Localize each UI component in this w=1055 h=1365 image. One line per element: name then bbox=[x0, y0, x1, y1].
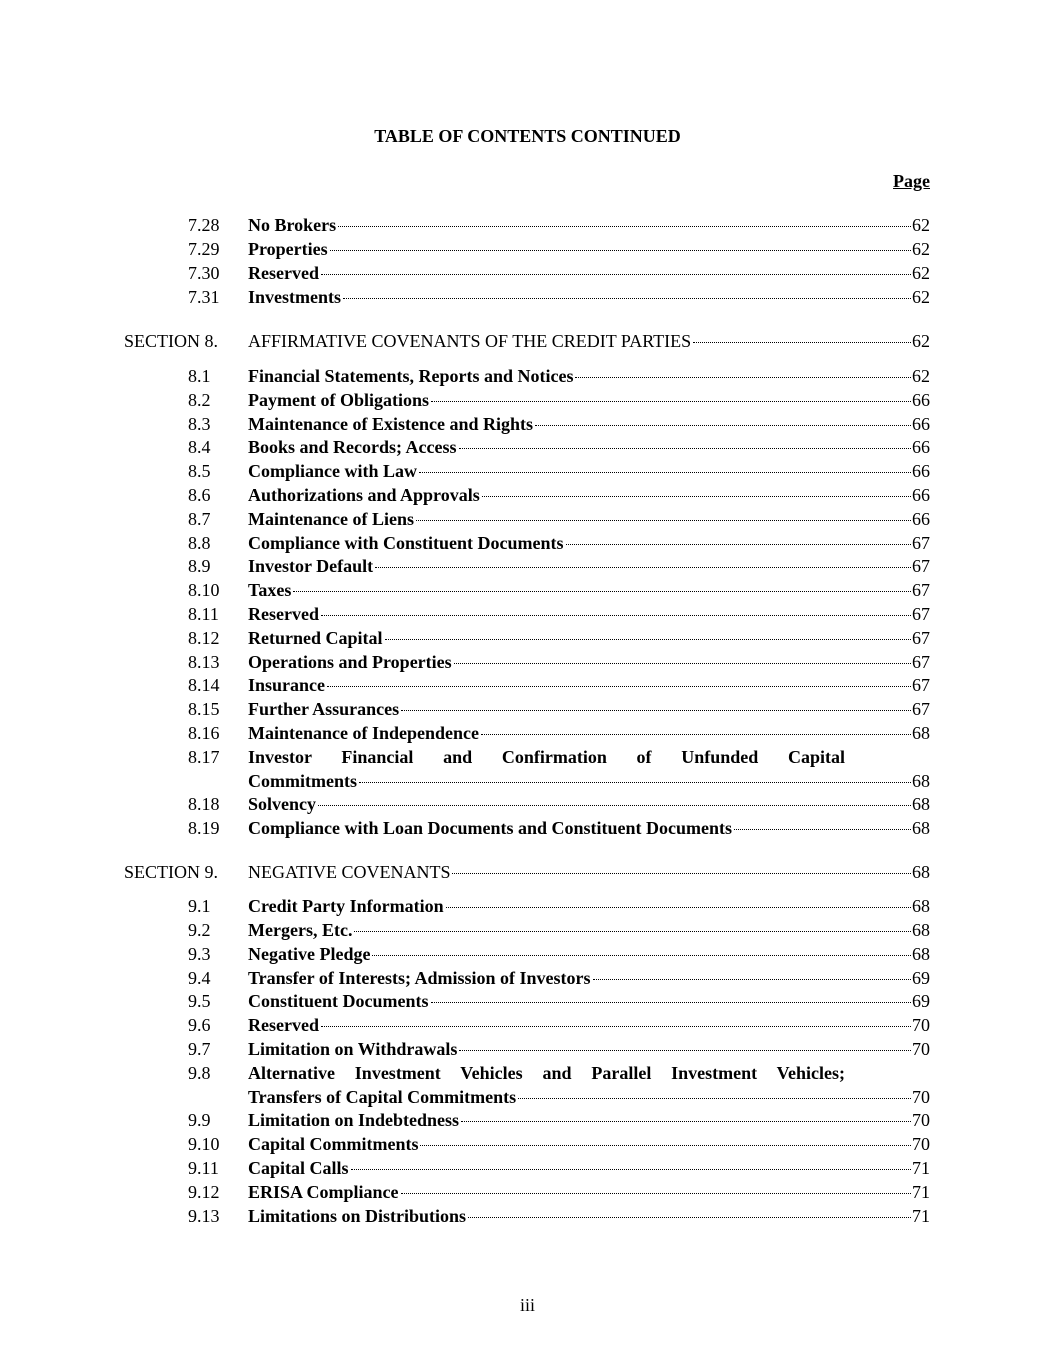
toc-entry-number: 8.14 bbox=[188, 675, 220, 695]
toc-entry-title: Maintenance of Existence and Rights bbox=[248, 414, 533, 434]
dot-leader bbox=[566, 544, 911, 545]
toc-entry-page: 62 bbox=[912, 263, 930, 283]
toc-entry-page: 71 bbox=[912, 1206, 930, 1226]
toc-entry-page: 68 bbox=[912, 723, 930, 743]
toc-entry[interactable] bbox=[0, 1108, 1055, 1132]
toc-entry-title: Investor Default bbox=[248, 556, 374, 576]
toc-entry-title: Further Assurances bbox=[248, 699, 400, 719]
toc-entry[interactable] bbox=[0, 966, 1055, 990]
toc-entry-number: 8.15 bbox=[188, 699, 220, 719]
toc-entry[interactable] bbox=[0, 1061, 1055, 1109]
toc-entry-number: 8.10 bbox=[188, 580, 220, 600]
dot-leader bbox=[338, 226, 911, 227]
toc-entry-number: 9.7 bbox=[188, 1039, 211, 1059]
toc-entry-page: 67 bbox=[912, 675, 930, 695]
toc-entry-page: 66 bbox=[912, 437, 930, 457]
toc-entry[interactable] bbox=[0, 388, 1055, 412]
toc-entry[interactable] bbox=[0, 285, 1055, 309]
toc-entry[interactable] bbox=[0, 261, 1055, 285]
dot-leader bbox=[431, 1002, 911, 1003]
dot-leader bbox=[343, 298, 911, 299]
toc-entry-title: Maintenance of Liens bbox=[248, 509, 414, 529]
toc-entry-title: Limitation on Indebtedness bbox=[248, 1110, 460, 1130]
dot-leader bbox=[327, 686, 911, 687]
toc-entry[interactable] bbox=[0, 1180, 1055, 1204]
dot-leader bbox=[354, 931, 911, 932]
toc-entry-number: 7.31 bbox=[188, 287, 220, 307]
toc-entry-page: 67 bbox=[912, 699, 930, 719]
toc-entry-page: 68 bbox=[912, 771, 930, 791]
dot-leader bbox=[293, 591, 911, 592]
toc-entry[interactable] bbox=[0, 942, 1055, 966]
toc-entry-number: 8.13 bbox=[188, 652, 220, 672]
dot-leader bbox=[535, 425, 911, 426]
toc-entry[interactable] bbox=[0, 816, 1055, 840]
toc-entry[interactable] bbox=[0, 602, 1055, 626]
toc-entry-number: 8.5 bbox=[188, 461, 211, 481]
toc-entry[interactable] bbox=[0, 626, 1055, 650]
toc-entry-title: No Brokers bbox=[248, 215, 337, 235]
toc-section-heading[interactable] bbox=[0, 860, 1055, 884]
dot-leader bbox=[372, 955, 911, 956]
toc-entry-page: 68 bbox=[912, 896, 930, 916]
toc-entry-number: 9.13 bbox=[188, 1206, 220, 1226]
toc-entry-number: 8.8 bbox=[188, 533, 211, 553]
toc-entry[interactable] bbox=[0, 1204, 1055, 1228]
toc-entry-number: 8.9 bbox=[188, 556, 211, 576]
toc-entry-title: Solvency bbox=[248, 794, 317, 814]
dot-leader bbox=[593, 979, 912, 980]
dot-leader bbox=[385, 639, 912, 640]
toc-entry-number: 9.11 bbox=[188, 1158, 219, 1178]
toc-entry-title: Mergers, Etc. bbox=[248, 920, 353, 940]
toc-section-title: NEGATIVE COVENANTS bbox=[248, 862, 451, 882]
toc-entry-number: 9.5 bbox=[188, 991, 211, 1011]
toc-entry-number: 9.1 bbox=[188, 896, 211, 916]
toc-entry-title-line1: Investor Financial and Confirmation of Unfunded Capital bbox=[248, 747, 845, 767]
toc-entry-page: 67 bbox=[912, 533, 930, 553]
toc-entry-page: 66 bbox=[912, 461, 930, 481]
toc-entry[interactable] bbox=[0, 894, 1055, 918]
dot-leader bbox=[461, 1121, 911, 1122]
toc-section-heading[interactable] bbox=[0, 329, 1055, 353]
dot-leader bbox=[321, 274, 911, 275]
toc-entry[interactable] bbox=[0, 554, 1055, 578]
toc-entry-title: Books and Records; Access bbox=[248, 437, 457, 457]
toc-entry-page: 67 bbox=[912, 580, 930, 600]
toc-entry-number: 7.28 bbox=[188, 215, 220, 235]
toc-entry-page: 70 bbox=[912, 1015, 930, 1035]
dot-leader bbox=[518, 1098, 911, 1099]
toc-section-title: AFFIRMATIVE COVENANTS OF THE CREDIT PARTIES bbox=[248, 331, 692, 351]
toc-entry-number: 8.16 bbox=[188, 723, 220, 743]
toc-entry[interactable] bbox=[0, 531, 1055, 555]
dot-leader bbox=[359, 782, 911, 783]
dot-leader bbox=[452, 873, 911, 874]
toc-entry[interactable] bbox=[0, 1037, 1055, 1061]
toc-entry-title: Compliance with Law bbox=[248, 461, 418, 481]
toc-section-number: SECTION 9. bbox=[124, 862, 218, 882]
toc-entry-title: Commitments bbox=[248, 771, 357, 791]
toc-entry-page: 67 bbox=[912, 628, 930, 648]
toc-entry-page: 68 bbox=[912, 944, 930, 964]
toc-entry-title: Returned Capital bbox=[248, 628, 383, 648]
toc-entry-page: 66 bbox=[912, 414, 930, 434]
toc-entry[interactable] bbox=[0, 237, 1055, 261]
toc-entry-page: 62 bbox=[912, 331, 930, 351]
toc-entry[interactable] bbox=[0, 745, 1055, 793]
toc-entry-page: 67 bbox=[912, 604, 930, 624]
dot-leader bbox=[420, 1145, 911, 1146]
toc-entry-title: Capital Commitments bbox=[248, 1134, 419, 1154]
toc-entry-page: 69 bbox=[912, 991, 930, 1011]
toc-entry[interactable] bbox=[0, 697, 1055, 721]
dot-leader bbox=[416, 520, 911, 521]
toc-entry-number: 8.4 bbox=[188, 437, 211, 457]
dot-leader bbox=[330, 250, 911, 251]
toc-entry-title: ERISA Compliance bbox=[248, 1182, 399, 1202]
toc-section-number: SECTION 8. bbox=[124, 331, 218, 351]
toc-entry-title: Investments bbox=[248, 287, 341, 307]
toc-entry[interactable] bbox=[0, 650, 1055, 674]
toc-entry-page: 68 bbox=[912, 818, 930, 838]
dot-leader bbox=[468, 1217, 911, 1218]
dot-leader bbox=[318, 805, 911, 806]
dot-leader bbox=[401, 1193, 911, 1194]
page-number: iii bbox=[519, 1295, 535, 1315]
toc-entry-title: Credit Party Information bbox=[248, 896, 444, 916]
toc-entry-title: Transfer of Interests; Admission of Investors bbox=[248, 968, 591, 988]
toc-entry-title: Reserved bbox=[248, 263, 319, 283]
toc-entry-page: 71 bbox=[912, 1158, 930, 1178]
toc-entry-number: 8.6 bbox=[188, 485, 211, 505]
dot-leader bbox=[431, 401, 911, 402]
dot-leader bbox=[321, 615, 911, 616]
toc-entry[interactable] bbox=[0, 435, 1055, 459]
toc-entry-page: 62 bbox=[912, 366, 930, 386]
toc-entry-number: 9.4 bbox=[188, 968, 211, 988]
toc-entry-title: Properties bbox=[248, 239, 328, 259]
toc-entry-title: Capital Calls bbox=[248, 1158, 349, 1178]
toc-entry[interactable] bbox=[0, 721, 1055, 745]
toc-entry-page: 70 bbox=[912, 1134, 930, 1154]
toc-entry-number: 9.9 bbox=[188, 1110, 211, 1130]
toc-entry-number: 8.2 bbox=[188, 390, 211, 410]
toc-entry-title: Limitations on Distributions bbox=[248, 1206, 467, 1226]
toc-entry[interactable] bbox=[0, 989, 1055, 1013]
dot-leader bbox=[454, 663, 911, 664]
toc-entry[interactable] bbox=[0, 1132, 1055, 1156]
toc-entry-number: 9.12 bbox=[188, 1182, 220, 1202]
toc-entry-number: 7.29 bbox=[188, 239, 220, 259]
dot-leader bbox=[482, 496, 911, 497]
toc-entry-page: 66 bbox=[912, 485, 930, 505]
toc-entry-number: 8.7 bbox=[188, 509, 211, 529]
toc-entry-page: 71 bbox=[912, 1182, 930, 1202]
toc-entry[interactable] bbox=[0, 1013, 1055, 1037]
toc-entry-page: 70 bbox=[912, 1039, 930, 1059]
toc-entry-title: Financial Statements, Reports and Notices bbox=[248, 366, 574, 386]
toc-entry-title: Operations and Properties bbox=[248, 652, 452, 672]
toc-entry-number: 8.1 bbox=[188, 366, 211, 386]
dot-leader bbox=[401, 710, 911, 711]
toc-entry-number: 8.3 bbox=[188, 414, 211, 434]
toc-entry[interactable] bbox=[0, 507, 1055, 531]
toc-entry[interactable] bbox=[0, 412, 1055, 436]
toc-entry-page: 67 bbox=[912, 556, 930, 576]
toc-entry[interactable] bbox=[0, 1156, 1055, 1180]
dot-leader bbox=[459, 1050, 911, 1051]
toc-entry-page: 66 bbox=[912, 390, 930, 410]
dot-leader bbox=[693, 342, 911, 343]
toc-entry-page: 68 bbox=[912, 862, 930, 882]
toc-entry-page: 67 bbox=[912, 652, 930, 672]
toc-entry-title: Negative Pledge bbox=[248, 944, 371, 964]
toc-entry-page: 66 bbox=[912, 509, 930, 529]
toc-entry[interactable] bbox=[0, 364, 1055, 388]
toc-entry[interactable] bbox=[0, 213, 1055, 237]
dot-leader bbox=[575, 377, 911, 378]
dot-leader bbox=[459, 448, 911, 449]
toc-entry-title: Limitation on Withdrawals bbox=[248, 1039, 458, 1059]
toc-entry-title: Insurance bbox=[248, 675, 326, 695]
toc-entry-number: 9.3 bbox=[188, 944, 211, 964]
toc-entry-title: Reserved bbox=[248, 1015, 319, 1035]
toc-entry-page: 68 bbox=[912, 794, 930, 814]
toc-entry-title: Compliance with Constituent Documents bbox=[248, 533, 564, 553]
dot-leader bbox=[419, 472, 911, 473]
toc-entry-page: 69 bbox=[912, 968, 930, 988]
toc-entry-title: Maintenance of Independence bbox=[248, 723, 479, 743]
toc-entry-title: Payment of Obligations bbox=[248, 390, 430, 410]
toc-entry-number: 9.2 bbox=[188, 920, 211, 940]
toc-entry-title: Taxes bbox=[248, 580, 292, 600]
dot-leader bbox=[734, 829, 911, 830]
toc-entry-page: 70 bbox=[912, 1110, 930, 1130]
page-column-label: Page bbox=[893, 171, 930, 191]
toc-entry-title: Transfers of Capital Commitments bbox=[248, 1087, 517, 1107]
toc-entry-number: 7.30 bbox=[188, 263, 220, 283]
toc-entry-title: Constituent Documents bbox=[248, 991, 429, 1011]
toc-entry-title: Reserved bbox=[248, 604, 319, 624]
dot-leader bbox=[321, 1026, 911, 1027]
toc-entry-number: 8.18 bbox=[188, 794, 220, 814]
toc-entry[interactable] bbox=[0, 459, 1055, 483]
toc-entry-number: 9.8 bbox=[188, 1063, 211, 1083]
dot-leader bbox=[481, 734, 911, 735]
toc-entry-title: Compliance with Loan Documents and Constituent Documents bbox=[248, 818, 733, 838]
dot-leader bbox=[351, 1169, 911, 1170]
toc-entry-number: 8.12 bbox=[188, 628, 220, 648]
toc-entry[interactable] bbox=[0, 578, 1055, 602]
dot-leader bbox=[375, 567, 911, 568]
toc-entry-number: 9.10 bbox=[188, 1134, 220, 1154]
toc-entry[interactable] bbox=[0, 673, 1055, 697]
toc-entry-number: 8.11 bbox=[188, 604, 219, 624]
toc-entry-page: 70 bbox=[912, 1087, 930, 1107]
page-title: TABLE OF CONTENTS CONTINUED bbox=[374, 126, 681, 146]
dot-leader bbox=[446, 907, 911, 908]
toc-entry[interactable] bbox=[0, 918, 1055, 942]
toc-entry-page: 62 bbox=[912, 239, 930, 259]
toc-entry[interactable] bbox=[0, 792, 1055, 816]
toc-entry-page: 68 bbox=[912, 920, 930, 940]
toc-entry-page: 62 bbox=[912, 287, 930, 307]
toc-entry-number: 8.19 bbox=[188, 818, 220, 838]
toc-entry-page: 62 bbox=[912, 215, 930, 235]
toc-entry-title: Authorizations and Approvals bbox=[248, 485, 480, 505]
toc-entry[interactable] bbox=[0, 483, 1055, 507]
toc-entry-title-line1: Alternative Investment Vehicles and Parallel Investment Vehicles; bbox=[248, 1063, 845, 1083]
toc-entry-number: 8.17 bbox=[188, 747, 220, 767]
toc-entry-number: 9.6 bbox=[188, 1015, 211, 1035]
